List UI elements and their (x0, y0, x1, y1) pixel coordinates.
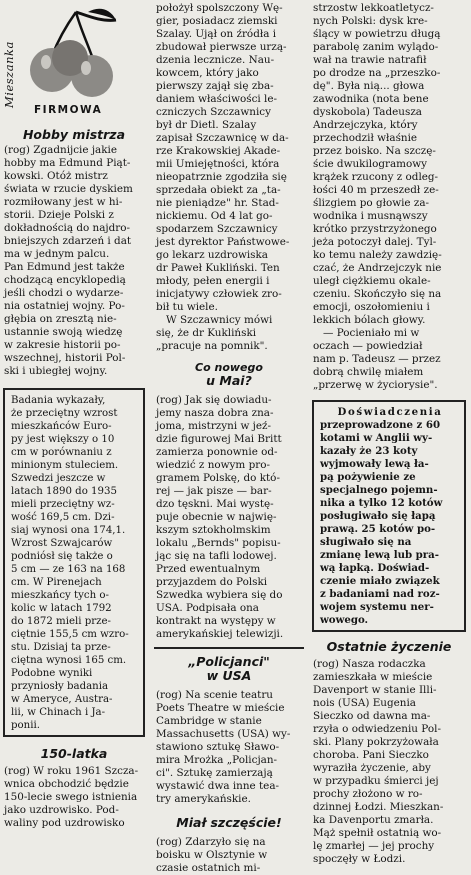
text-line: wyjmowały lewą ła- (320, 458, 429, 470)
text-line: krążek rzucony z odleg- (313, 171, 439, 183)
text-line: nam p. Tadeusz — przez (313, 353, 441, 365)
cherries-icon (18, 4, 128, 104)
text-line: dzinnej Łodzi. Mieszkan- (313, 801, 444, 813)
text-line: był dr Dietl. Szalay (156, 119, 257, 131)
text-line: nickiemu. Od 4 lat go- (156, 210, 273, 222)
text-line: Poets Theatre w mieście (156, 702, 285, 714)
text-line: wowego. (320, 614, 369, 626)
cats-experiment-box (312, 400, 466, 632)
text-line: rze Krakowskiej Akade- (156, 145, 281, 157)
luck-headline: Miał szczęście! (176, 815, 282, 830)
text-line: rzyła o odwiedzeniu Pol- (313, 723, 441, 735)
text-line: nois (USA) Eugenia (313, 697, 416, 709)
text-line: Andrzejczyka, który (313, 119, 418, 131)
text-line: kazały że 23 koty (320, 445, 418, 457)
text-line: się, że dr Kukliński (156, 327, 257, 339)
text-line: Przed ewentualnym (156, 563, 261, 575)
text-line: wojem systemu ner- (320, 601, 434, 613)
text-line: lokalu „Bernds" popisu- (156, 537, 281, 549)
text-line: pą pożywienie ze (320, 471, 416, 483)
text-line: jeża potoczył dalej. Tyl- (313, 236, 437, 248)
section-logo (0, 0, 148, 120)
latka-article (0, 765, 148, 830)
text-line: łości 40 m przeszedł ze- (313, 184, 439, 196)
text-line: Cambridge w stanie (156, 715, 262, 727)
text-line: do 1872 mieli prze- (11, 616, 111, 627)
text-line: jąc się na tafli lodowej. (156, 550, 277, 562)
police-headline-line-1: „Policjanci" (188, 654, 270, 669)
text-line: (rog) Zdarzyło się na (156, 836, 266, 848)
mai-article (152, 394, 306, 641)
text-line: pierwszy zajął się zba- (156, 80, 274, 92)
text-line: wą łapką. Doświad- (320, 562, 430, 574)
text-line: wodnika i musnąwszy (313, 210, 428, 222)
text-line: bił tu wiele. (156, 301, 218, 313)
text-line: cm. W Pirenejach (11, 577, 102, 588)
latka-article-continued (152, 2, 306, 353)
text-line: dę". Była nią... głowa (313, 80, 425, 92)
text-line: lę zmarłej — jej prochy (313, 840, 435, 852)
text-line: sprzedała obiekt za „ta- (156, 184, 281, 196)
text-line: kotami w Anglii wy- (320, 432, 433, 444)
luck-article-continued (309, 2, 469, 392)
text-line: spodarzem Szczawnicy (156, 223, 278, 235)
text-line: w zakresie historii po- (4, 339, 121, 351)
text-line: ski. Plany pokrzyżowała (313, 736, 439, 748)
text-line: podniósł się także o (11, 551, 113, 562)
text-line: lekkich bólach głowy. (313, 314, 426, 326)
text-line: wszechnej, historii Pol- (4, 352, 126, 364)
text-line: (rog) Nasza rodaczka (313, 658, 426, 670)
text-line: ka Davenportu zmarła. (313, 814, 434, 826)
text-line: czniczych Szczawnicy (156, 106, 271, 118)
text-line: puje obecnie w najwię- (156, 511, 277, 523)
text-line: przeprowadzone z 60 (320, 419, 441, 431)
mai-headline-line-2: u Mai? (206, 373, 252, 388)
text-line: po drodze na „przeszko- (313, 67, 441, 79)
text-line: lii, w Chinach i Ja- (11, 707, 106, 718)
text-line: czenie miało związek (320, 575, 440, 587)
text-line: mieszkańcy tych o- (11, 590, 109, 601)
text-line: Szwedzi jeszcze w (11, 473, 106, 484)
text-line: Wzrost Szwajcarów (11, 538, 113, 549)
text-line: cm w porównaniu z (11, 447, 112, 458)
text-line: w Ameryce, Austra- (11, 694, 113, 705)
text-line: boisku w Olsztynie w (156, 849, 268, 861)
text-line: kolic w latach 1792 (11, 603, 112, 614)
text-line: zawodnika (nota bene (313, 93, 429, 105)
wish-headline: Ostatnie życzenie (326, 639, 452, 654)
text-line: ustannie swoją wiedzę (4, 326, 123, 338)
text-line: dzenia lecznicze. Nau- (156, 54, 275, 66)
text-line: krótko przystrzyżonego (313, 223, 437, 235)
text-line: nych Polski: dysk kre- (313, 15, 428, 27)
text-line: rozmiłowany jest w hi- (4, 196, 123, 208)
height-study-box (3, 388, 145, 737)
text-line: oczach — powiedział (313, 340, 423, 352)
text-line: stu. Dzisiaj ta prze- (11, 642, 111, 653)
text-line: emocji, oszołomieniu i (313, 301, 430, 313)
divider (154, 647, 304, 649)
text-line: parabolę zanim wylądo- (313, 41, 439, 53)
text-line: USA. Podpisała ona (156, 602, 259, 614)
text-line: siaj wynosi ona 174,1. (11, 525, 126, 536)
text-line: Davenport w stanie Illi- (313, 684, 437, 696)
text-line: ko temu należy zawdzię- (313, 249, 442, 261)
text-line: Mąż spełnił ostatnią wo- (313, 827, 442, 839)
text-line: czasie ostatnich mi- (156, 862, 261, 874)
mai-headline (152, 361, 306, 388)
text-line: ślizgiem po głowie za- (313, 197, 430, 209)
text-line: kszym sztokholmskim (156, 524, 271, 536)
column-3 (309, 0, 469, 866)
text-line: ski i ubiegłej wojny. (4, 365, 108, 377)
text-line: ście dwukilogramowy (313, 158, 428, 170)
text-line: ślący w powietrzu długą (313, 28, 441, 40)
police-headline-line-2: w USA (206, 668, 252, 683)
text-line: jeśli chodzi o wydarze- (4, 287, 124, 299)
text-line: czeniu. Skończyło się na (313, 288, 442, 300)
text-line: nieopatrznie zgodziła się (156, 171, 287, 183)
text-line: dzo tęskni. Mai wystę- (156, 498, 274, 510)
text-line: zbudował pierwsze urzą- (156, 41, 287, 53)
text-line: go lekarz uzdrowiska (156, 249, 268, 261)
text-line: jako uzdrowisko. Pod- (4, 804, 119, 816)
text-line: ma w jednym palcu. (4, 248, 110, 260)
text-line: z badaniami nad roz- (320, 588, 440, 600)
text-line: (rog) Zgadnijcie jakie (4, 144, 118, 156)
text-line: wość 169,5 cm. Dzi- (11, 512, 115, 523)
text-line: 150-lecie swego istnienia (4, 791, 138, 803)
police-article (152, 689, 306, 806)
latka-headline: 150-latka (40, 746, 108, 761)
text-line: młody, pełen energii i (156, 275, 270, 287)
text-line: posługiwało się łapą (320, 510, 436, 522)
text-line: jest dyrektor Państwowe- (156, 236, 290, 248)
text-line: wystawić dwa inne tea- (156, 780, 280, 792)
text-line: Sieczko od dawna ma- (313, 710, 431, 722)
text-line: Badania wykazały, (11, 395, 106, 406)
text-line: mira Mrożka „Policjan- (156, 754, 278, 766)
text-line: wał na trawie natrafił (313, 54, 427, 66)
text-line: w przypadku śmierci jej (313, 775, 439, 787)
text-line: nie pieniądze" hr. Stad- (156, 197, 279, 209)
text-line: jemy nasza dobra zna- (156, 407, 274, 419)
text-line: że przeciętny wzrost (11, 408, 118, 419)
text-line: Pan Edmund jest także (4, 261, 125, 273)
text-line: „pracuje na pomnik". (156, 340, 268, 352)
text-line: Szwedka wybiera się do (156, 589, 283, 601)
text-line: mii Umiejętności, która (156, 158, 280, 170)
text-line: Podobne wyniki (11, 668, 93, 679)
text-line: latach 1890 do 1935 (11, 486, 117, 497)
text-line: świata w rzucie dyskiem (4, 183, 133, 195)
text-line: zamieszkała w mieście (313, 671, 433, 683)
text-line: storii. Dzieje Polski z (4, 209, 114, 221)
text-line: przyjazdem do Polski (156, 576, 268, 588)
text-line: kowski. Otóż mistrz (4, 170, 108, 182)
luck-article (152, 836, 306, 875)
brand-firm-title: FIRMOWA (34, 104, 103, 116)
wish-article (309, 658, 469, 866)
text-line: (rog) Jak się dowiadu- (156, 394, 272, 406)
text-line: zapisał Szczawnicę w da- (156, 132, 289, 144)
text-line: kowcem, który jako (156, 67, 259, 79)
text-line: przechodził właśnie (313, 132, 418, 144)
text-line: inicjatywy człowiek zro- (156, 288, 282, 300)
hobby-article (0, 144, 148, 378)
text-line: gier, posiadacz ziemski (156, 15, 278, 27)
text-line: wiedzić z nowym pro- (156, 459, 270, 471)
text-line: W Szczawnicy mówi (166, 314, 273, 326)
text-line: spoczęły w Łodzi. (313, 853, 406, 865)
text-line: zamierza ponownie od- (156, 446, 278, 458)
text-line: daniem właściwości le- (156, 93, 278, 105)
text-line: czać, że Andrzejczyk nie (313, 262, 442, 274)
mai-headline-line-1: Co nowego (195, 361, 263, 374)
text-line: głębia on zresztą nie- (4, 313, 117, 325)
text-line: przez boisko. Na szczę- (313, 145, 436, 157)
text-line: — Pocieniało mi w (323, 327, 420, 339)
text-line: sługiwało się na (320, 536, 412, 548)
text-line: wnica obchodzić będzie (4, 778, 129, 790)
text-line: położył spolszczony Wę- (156, 2, 283, 14)
text-line: waliny pod uzdrowisko (4, 817, 125, 829)
text-line: prawą. 25 kotów po- (320, 523, 436, 535)
text-line: nia ostatniej wojny. Po- (4, 300, 125, 312)
text-line: ponii. (11, 720, 40, 731)
text-line: choroba. Pani Sieczko (313, 749, 429, 761)
text-line: dobrą chwilę miałem (313, 366, 424, 378)
text-line: „przerwę w życiorysie". (313, 379, 438, 391)
text-line: rej — jak pisze — bar- (156, 485, 272, 497)
police-headline (152, 655, 306, 683)
text-line: amerykańskiej telewizji. (156, 628, 284, 640)
text-line: dyskobola) Tadeusza (313, 106, 422, 118)
text-line: uległ ciężkiemu okale- (313, 275, 431, 287)
text-line: mieli przeciętny wz- (11, 499, 115, 510)
text-line: (rog) W roku 1961 Szcza- (4, 765, 139, 777)
text-line: gramem Polskę, do któ- (156, 472, 280, 484)
text-line: specjalnego pojemn- (320, 484, 438, 496)
column-1 (0, 0, 148, 830)
text-line: nika a tylko 12 kotów (320, 497, 443, 509)
text-line: chodzącą encyklopedią (4, 274, 126, 286)
text-line: dzie figurowej Mai Britt (156, 433, 282, 445)
text-line: hobby ma Edmund Piąt- (4, 157, 131, 169)
text-line: kontrakt na występy w (156, 615, 276, 627)
text-line: ciętna wynosi 165 cm. (11, 655, 127, 666)
column-2 (152, 0, 306, 875)
text-line: strzostw lekkoatletycz- (313, 2, 434, 14)
text-line: Doświadczenia (337, 406, 443, 418)
text-line: minionym stuleciem. (11, 460, 119, 471)
hobby-headline: Hobby mistrza (22, 127, 126, 142)
text-line: przyniosły badania (11, 681, 109, 692)
text-line: 5 cm — ze 163 na 168 (11, 564, 126, 575)
text-line: bniejszych zdarzeń i dat (4, 235, 132, 247)
text-line: (rog) Na scenie teatru (156, 689, 273, 701)
text-line: stawiono sztukę Sławo- (156, 741, 280, 753)
text-line: try amerykańskie. (156, 793, 251, 805)
text-line: mieszkańców Euro- (11, 421, 112, 432)
text-line: Szalay. Ujął on źródła i (156, 28, 277, 40)
text-line: Massachusetts (USA) wy- (156, 728, 291, 740)
text-line: ci". Sztukę zamierzają (156, 767, 273, 779)
text-line: ciętnie 155,5 cm wzro- (11, 629, 129, 640)
text-line: dr Paweł Kukliński. Ten (156, 262, 280, 274)
text-line: joma, mistrzyni w jeź- (156, 420, 271, 432)
text-line: prochy złożono w ro- (313, 788, 423, 800)
text-line: wyraziła życzenie, aby (313, 762, 431, 774)
brand-vertical-title: Mieszanka (2, 41, 16, 108)
text-line: dokładnością do najdro- (4, 222, 131, 234)
text-line: py jest większy o 10 (11, 434, 115, 445)
text-line: zmianę lewą lub pra- (320, 549, 440, 561)
